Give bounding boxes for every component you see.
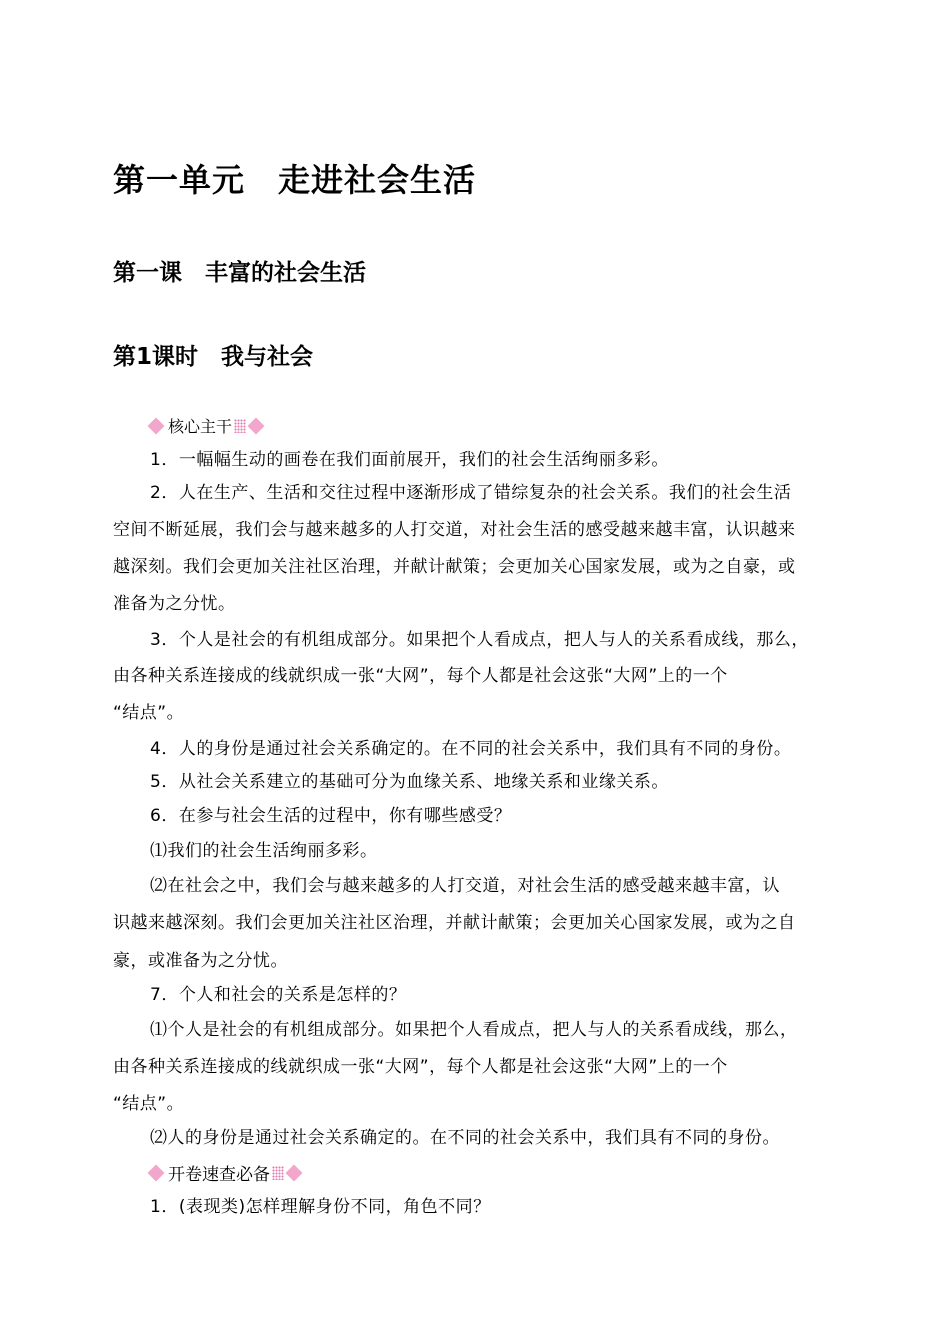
dots-icon xyxy=(234,419,246,433)
text-line: 由各种关系连接成的线就织成一张“大网”，每个人都是社会这张“大网”上的一个 xyxy=(113,1057,728,1077)
text-line: 6．在参与社会生活的过程中，你有哪些感受？ xyxy=(150,806,512,826)
unit-title: 第一单元 走进社会生活 xyxy=(113,161,477,199)
text-line: 2．人在生产、生活和交往过程中逐渐形成了错综复杂的社会关系。我们的社会生活 xyxy=(150,483,792,503)
lesson-title: 第一课 丰富的社会生活 xyxy=(113,260,366,286)
diamond-icon xyxy=(148,417,165,434)
text-line: 越深刻。我们会更加关注社区治理，并献计献策；会更加关心国家发展，或为之自豪，或 xyxy=(113,557,796,577)
text-line: ⑴个人是社会的有机组成部分。如果把个人看成点，把人与人的关系看成线，那么， xyxy=(150,1020,798,1040)
text-line: 识越来越深刻。我们会更加关注社区治理，并献计献策；会更加关心国家发展，或为之自 xyxy=(113,913,796,933)
dots-icon xyxy=(272,1166,284,1180)
diamond-icon xyxy=(248,417,265,434)
section-header-reference xyxy=(146,1160,304,1185)
text-line: 5．从社会关系建立的基础可分为血缘关系、地缘关系和业缘关系。 xyxy=(150,772,669,792)
text-line: 豪，或准备为之分忧。 xyxy=(113,951,288,971)
text-line: ⑴我们的社会生活绚丽多彩。 xyxy=(150,841,378,861)
text-line: 7．个人和社会的关系是怎样的？ xyxy=(150,985,407,1005)
text-line: 空间不断延展，我们会与越来越多的人打交道，对社会生活的感受越来越丰富，认识越来 xyxy=(113,520,796,540)
text-line: 4．人的身份是通过社会关系确定的。在不同的社会关系中，我们具有不同的身份。 xyxy=(150,739,792,759)
text-line: “结点”。 xyxy=(113,1094,185,1114)
diamond-icon xyxy=(148,1164,165,1181)
text-line: 准备为之分忧。 xyxy=(113,594,236,614)
section-header-core xyxy=(146,414,266,437)
text-line: “结点”。 xyxy=(113,703,185,723)
question-line: 1．(表现类)怎样理解身份不同，角色不同？ xyxy=(150,1197,491,1217)
text-line: ⑵在社会之中，我们会与越来越多的人打交道，对社会生活的感受越来越丰富，认 xyxy=(150,876,780,896)
text-line: 由各种关系连接成的线就织成一张“大网”，每个人都是社会这张“大网”上的一个 xyxy=(113,666,728,686)
section-label: 开卷速查必备 xyxy=(168,1165,270,1185)
text-line: 3．个人是社会的有机组成部分。如果把个人看成点，把人与人的关系看成线，那么， xyxy=(150,630,809,650)
diamond-icon xyxy=(286,1164,303,1181)
text-line: ⑵人的身份是通过社会关系确定的。在不同的社会关系中，我们具有不同的身份。 xyxy=(150,1128,780,1148)
text-line: 1．一幅幅生动的画卷在我们面前展开，我们的社会生活绚丽多彩。 xyxy=(150,450,669,470)
section-label: 核心主干 xyxy=(168,417,233,436)
period-title: 第1课时 我与社会 xyxy=(113,344,314,370)
